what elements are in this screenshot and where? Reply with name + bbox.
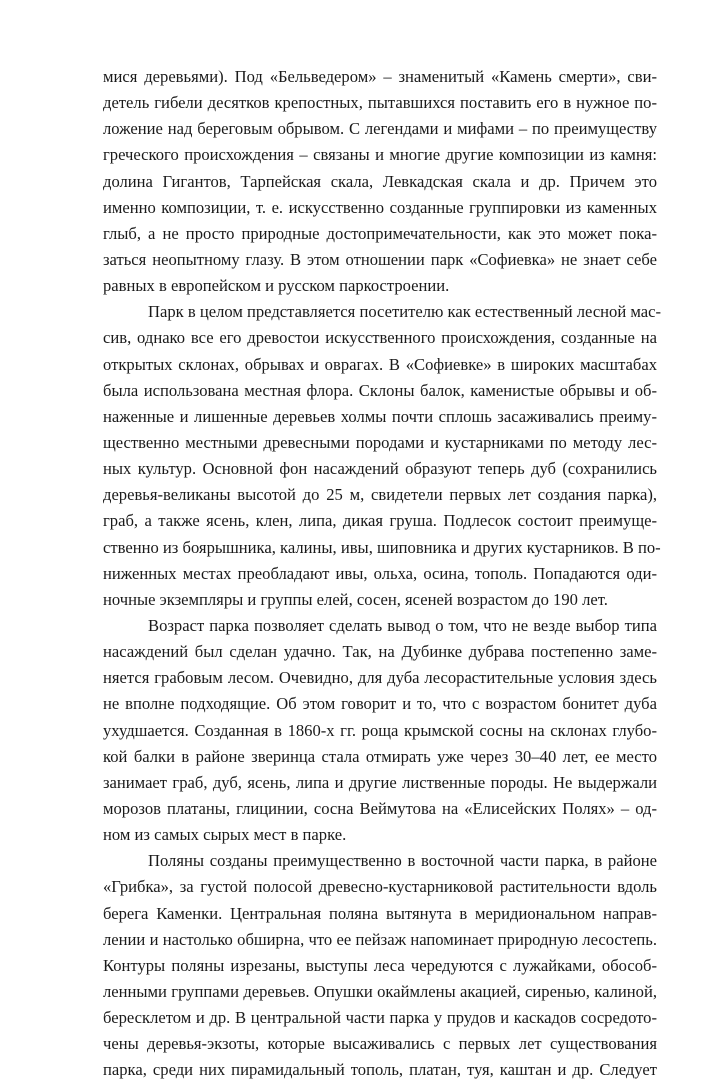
text-line: чены деревья-экзоты, которые высаживались с первых лет существования: [103, 1034, 657, 1054]
text-line: ухудшается. Созданная в 1860-х гг. роща крымской сосны на склонах глубо-: [103, 720, 657, 740]
text-line: греческого происхождения – связаны и многие другие композиции из камня:: [103, 145, 657, 165]
text-line: долина Гигантов, Тарпейская скала, Левкадская скала и др. Причем это: [103, 171, 657, 191]
text-line: няется грабовым лесом. Очевидно, для дуба лесорастительные условия здесь: [103, 668, 657, 688]
text-line: деревья-великаны высотой до 25 м, свидетели первых лет создания парка),: [103, 485, 657, 505]
paragraph: [103, 64, 657, 299]
text-line: Поляны созданы преимущественно в восточной части парка, в районе: [148, 851, 657, 871]
text-line: насаждений был сделан удачно. Так, на Дубинке дубрава постепенно заме-: [103, 642, 657, 662]
text-line: ном из самых сырых мест в парке.: [103, 825, 347, 845]
text-line: наженные и лишенные деревьев холмы почти сплошь засаживались преиму-: [103, 406, 657, 426]
text-line: именно композиции, т. е. искусственно созданные группировки из каменных: [103, 197, 657, 217]
text-line: сив, однако все его древостои искусственного происхождения, созданные на: [103, 328, 657, 348]
text-line: глыб, а не просто природные достопримечательности, как это может пока-: [103, 223, 657, 243]
text-line: Контуры поляны изрезаны, выступы леса чередуются с лужайками, обособ-: [103, 955, 657, 975]
text-line: не вполне подходящие. Об этом говорит и то, что с возрастом бонитет дуба: [103, 694, 657, 714]
text-line: парка, среди них пирамидальный тополь, платан, туя, каштан и др. Следует: [103, 1060, 657, 1080]
text-line: открытых склонах, обрывах и оврагах. В «Софиевке» в широких масштабах: [103, 354, 657, 374]
paragraph: [103, 848, 657, 1083]
text-line: Возраст парка позволяет сделать вывод о том, что не везде выбор типа: [148, 615, 657, 635]
text-line: берега Каменки. Центральная поляна вытянута в меридиональном направ-: [103, 903, 657, 923]
text-line: занимает граб, дуб, ясень, липа и другие лиственные породы. Не выдержали: [103, 772, 657, 792]
text-line: кой балки в районе зверинца стала отмирать уже через 30–40 лет, ее место: [103, 746, 657, 766]
text-line: ленными группами деревьев. Опушки окаймлены акацией, сиренью, калиной,: [103, 981, 657, 1001]
body-text: [103, 64, 662, 1083]
text-line: бересклетом и др. В центральной части парка у прудов и каскадов сосредото-: [103, 1008, 657, 1028]
text-line: «Грибка», за густой полосой древесно-кустарниковой растительности вдоль: [103, 877, 657, 897]
text-line: ложение над береговым обрывом. С легендами и мифами – по преимуществу: [103, 119, 657, 139]
text-line: щественно местными древесными породами и кустарниками по методу лес-: [103, 432, 657, 452]
paragraph: [103, 613, 657, 848]
text-line: лении и настолько обширна, что ее пейзаж напоминает природную лесостепь.: [103, 929, 657, 949]
text-line: равных в европейском и русском паркостроении.: [103, 276, 450, 296]
text-line: граб, а также ясень, клен, липа, дикая груша. Подлесок состоит преимуще-: [103, 511, 657, 531]
text-line: заться неопытному глазу. В этом отношении парк «Софиевка» не знает себе: [103, 249, 657, 269]
text-line: ных культур. Основной фон насаждений образуют теперь дуб (сохранились: [103, 459, 657, 479]
paragraph: [103, 299, 662, 613]
text-line: детель гибели десятков крепостных, пытавшихся поставить его в нужное по-: [103, 93, 657, 113]
text-line: ночные экземпляры и группы елей, сосен, ясеней возрастом до 190 лет.: [103, 589, 608, 609]
text-line: ственно из боярышника, калины, ивы, шиповника и других кустарников. В по-: [103, 537, 661, 557]
text-line: мися деревьями). Под «Бельведером» – знаменитый «Камень смерти», сви-: [103, 67, 657, 86]
text-line: морозов платаны, глицинии, сосна Веймутова на «Елисейских Полях» – од-: [103, 798, 657, 818]
text-line: ниженных местах преобладают ивы, ольха, осина, тополь. Попадаются оди-: [103, 563, 657, 583]
text-line: Парк в целом представляется посетителю как естественный лесной мас-: [148, 302, 662, 322]
text-line: была использована местная флора. Склоны балок, каменистые обрывы и об-: [103, 380, 657, 400]
